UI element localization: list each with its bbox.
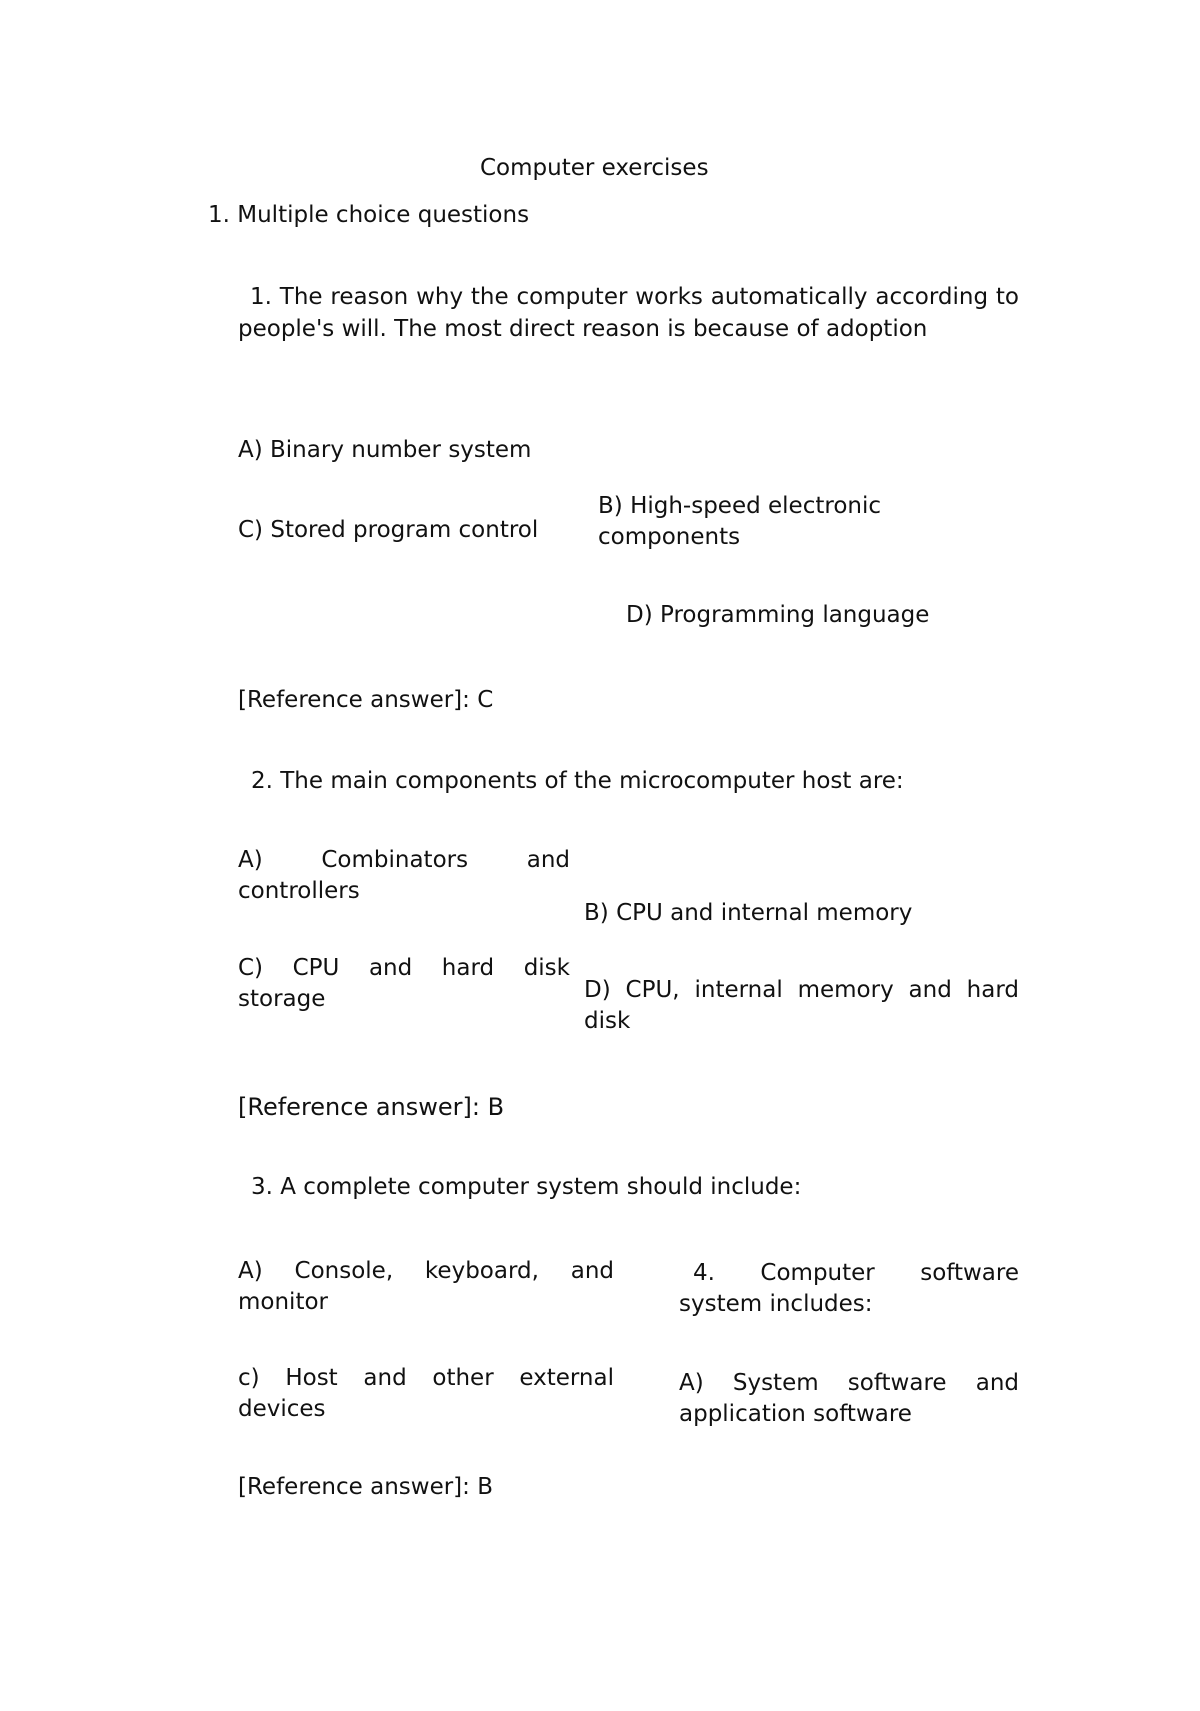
question-3-option-a: A) Console, keyboard, and monitor <box>238 1258 614 1315</box>
question-1-option-c: C) Stored program control <box>238 517 539 543</box>
question-4-option-a: A) System software and application software <box>679 1370 1019 1427</box>
question-2-option-a: A) Combinators and controllers <box>238 847 570 904</box>
question-3-option-c: c) Host and other external devices <box>238 1365 614 1422</box>
question-1-option-b: B) High-speed electronic components <box>598 493 882 550</box>
question-1-option-d: D) Programming language <box>626 602 930 628</box>
question-1-option-a: A) Binary number system <box>238 437 532 463</box>
page-title: Computer exercises <box>480 155 709 181</box>
question-1-answer: [Reference answer]: C <box>238 687 494 713</box>
section-heading: 1. Multiple choice questions <box>208 202 530 228</box>
question-1-text: 1. The reason why the computer works automatically according to people's will. The most direct reason is because of adoption <box>238 284 1019 342</box>
question-2-option-c: C) CPU and hard disk storage <box>238 955 570 1012</box>
question-4-text: 4. Computer software system includes: <box>679 1260 1019 1317</box>
question-2-answer: [Reference answer]: B <box>238 1093 505 1121</box>
question-2-option-b: B) CPU and internal memory <box>584 900 913 926</box>
question-2-text: 2. The main components of the microcomputer host are: <box>251 768 904 794</box>
question-2-option-d: D) CPU, internal memory and hard disk <box>584 977 1019 1034</box>
question-3-answer: [Reference answer]: B <box>238 1474 493 1500</box>
question-3-text: 3. A complete computer system should include: <box>251 1174 802 1200</box>
